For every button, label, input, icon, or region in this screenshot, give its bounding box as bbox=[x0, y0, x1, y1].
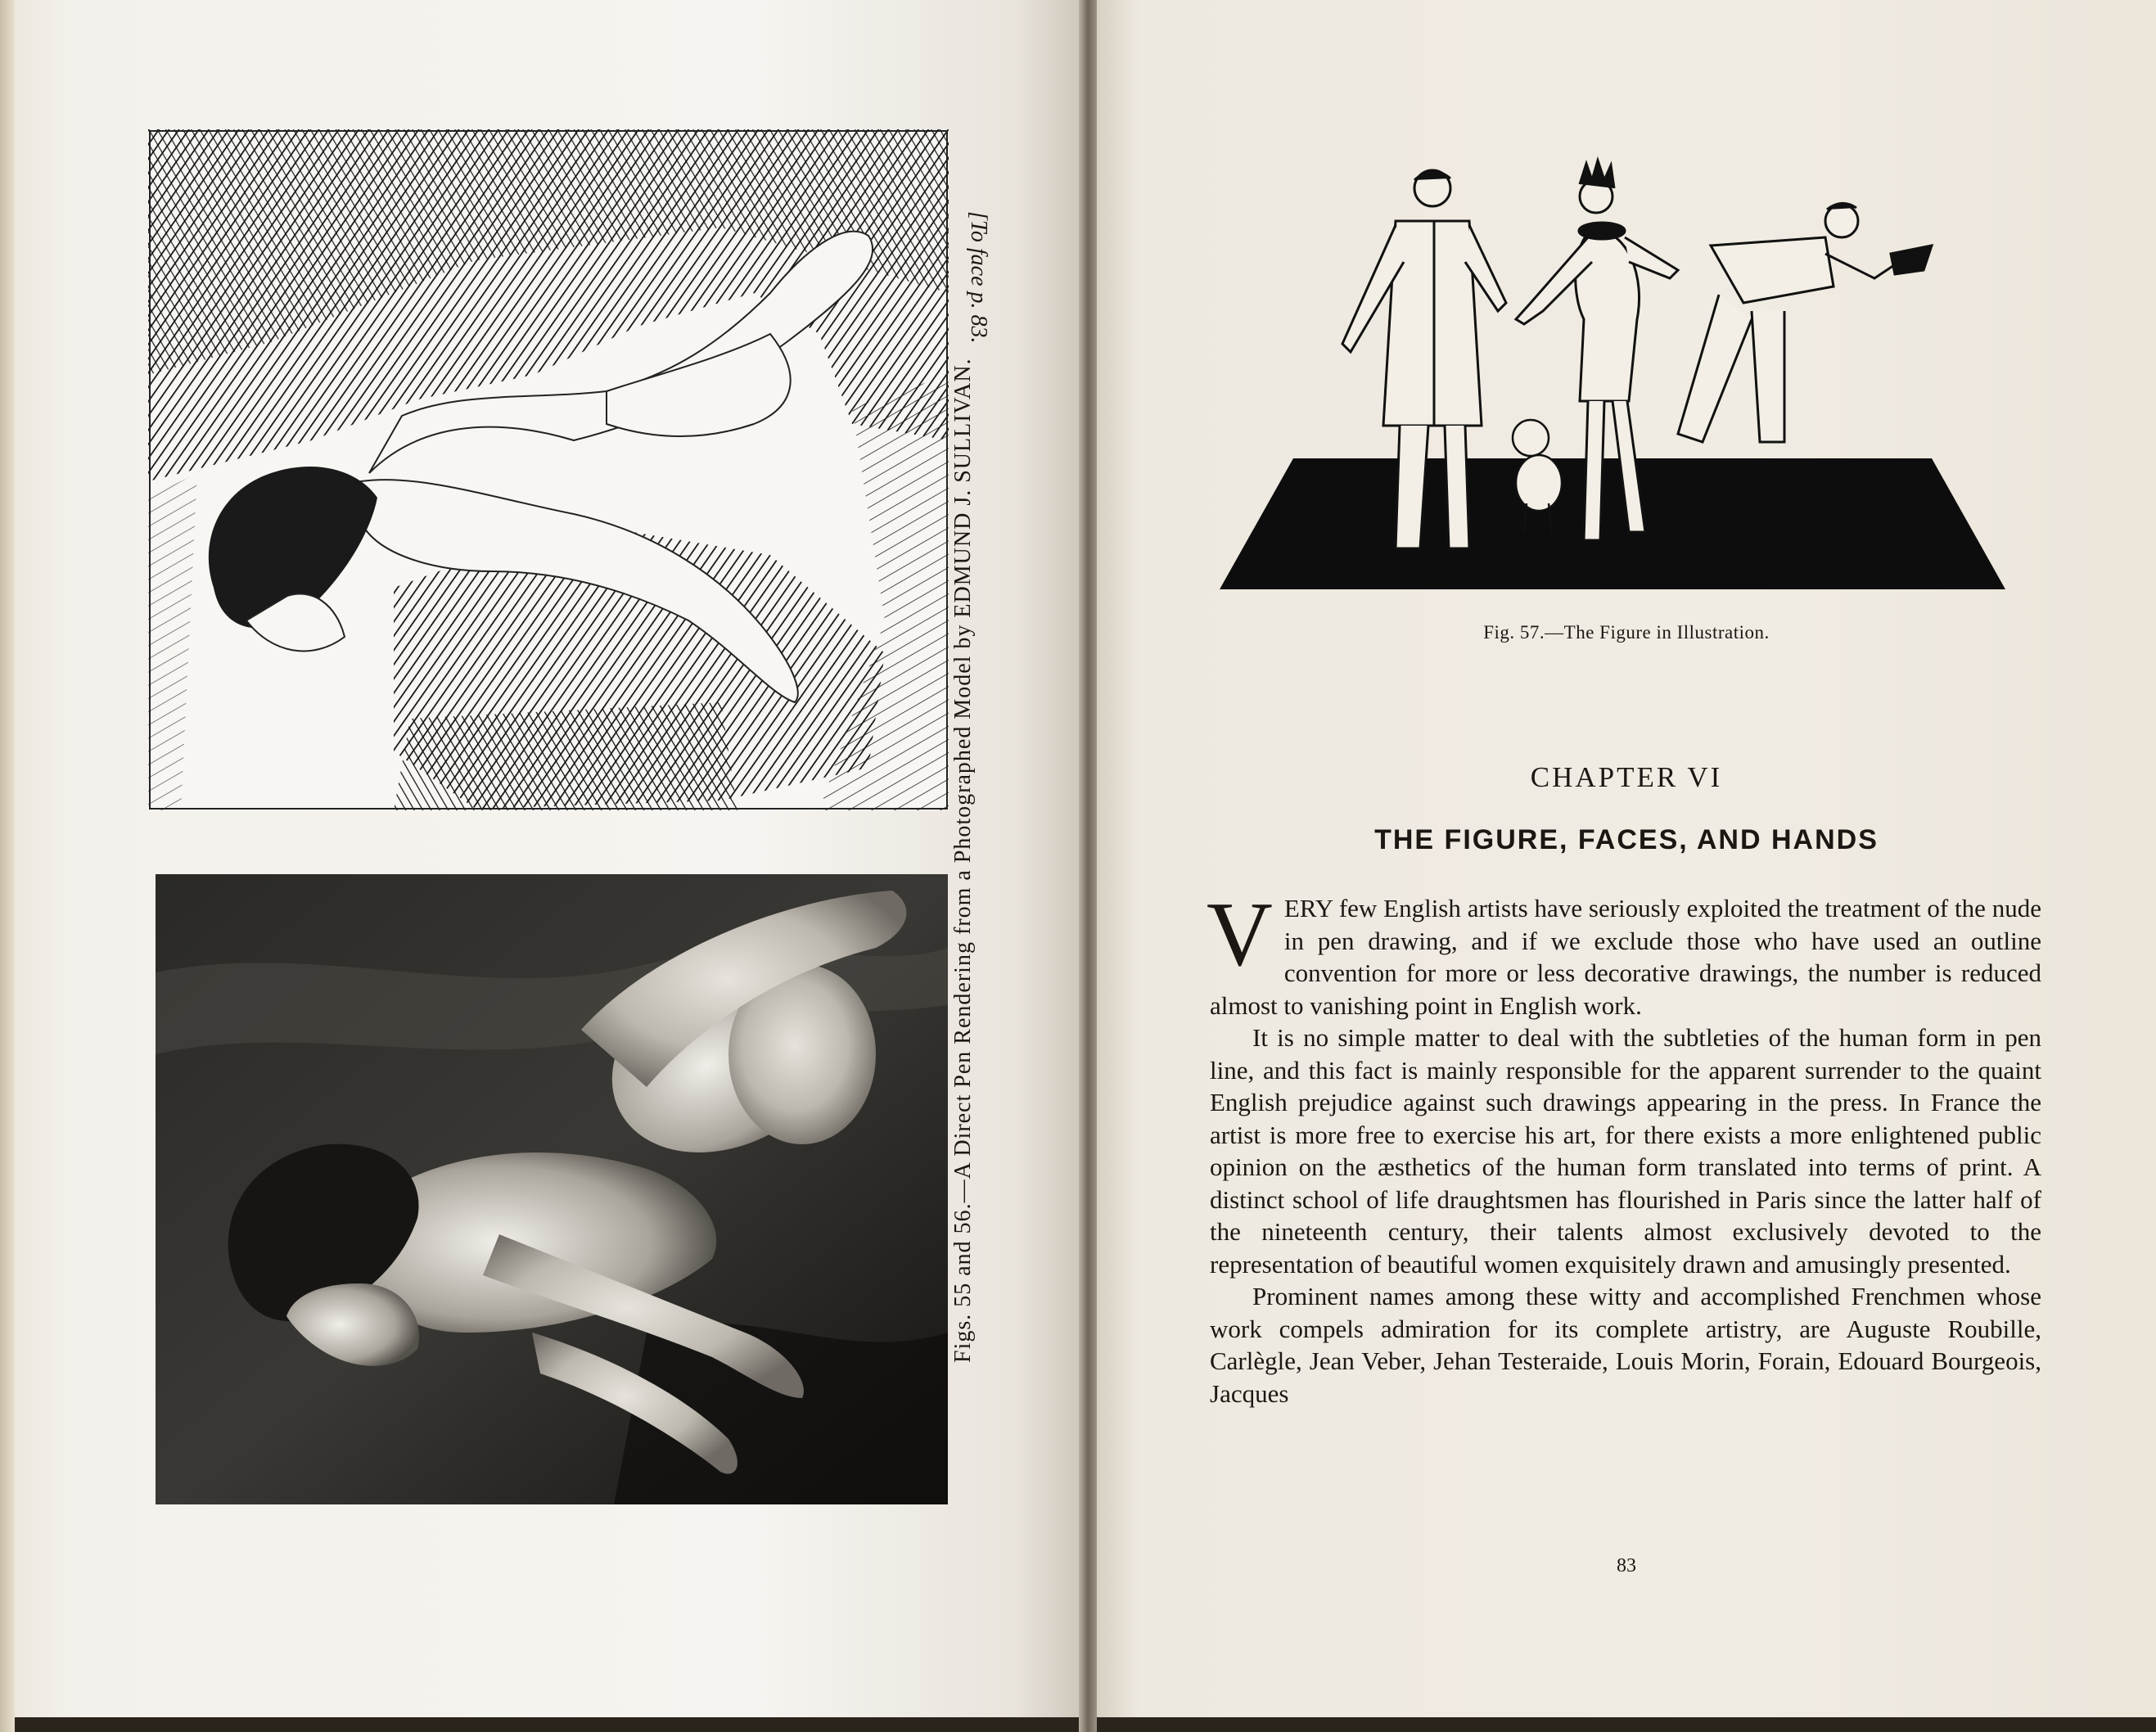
paragraph-1: VERY few English artists have seriously exploited the treatment of the nude in pen drawing, and if we exclude those who have used an outline convention for more or less decorative drawings, the number is reduced almost to vanishing point in English work. bbox=[1207, 884, 2041, 1020]
chapter-title: THE FIGURE, FACES, AND HANDS bbox=[1374, 824, 1879, 855]
photographed-model-plate bbox=[156, 874, 948, 1504]
figure-caption: Fig. 57.—The Figure in Illustration. bbox=[1483, 622, 1770, 643]
chapter-body bbox=[1207, 884, 2041, 1410]
book-gutter bbox=[1079, 0, 1097, 1732]
pen-rendering-plate bbox=[148, 129, 949, 810]
facing-page-note: [To face p. 83. bbox=[966, 211, 991, 344]
drop-cap: V bbox=[1207, 884, 1273, 986]
paragraph-2: It is no simple matter to deal with the subtleties of the human form in pen line, and this fact is mainly responsible for the apparent surrender to the quaint English prejudice against such drawings appearing in the press. In France the artist is more free to exercise his art, for there exists a more enlightened public opinion on the æsthetics of the human form translated into terms of print. A distinct school of life draughtsmen has flourished in Paris since the latter half of the nineteenth century, their talents almost exclusively devoted to the representation of beautiful women exquisitely drawn and amusingly presented. bbox=[1210, 1023, 2041, 1279]
figure-in-illustration-drawing bbox=[1220, 156, 2005, 602]
photograph-illustration bbox=[156, 874, 948, 1504]
page-number: 83 bbox=[1617, 1555, 1636, 1576]
paragraph-3: Prominent names among these witty and accomplished Frenchmen whose work compels admiration for its complete artistry, are Auguste Roubille, Carlègle, Jean Veber, Jehan Testeraide, Louis Morin, Forain, Edouard Bourgeois, Jacques bbox=[1210, 1282, 2041, 1408]
plate-caption: Figs. 55 and 56.—A Direct Pen Rendering from a Photographed Model by EDMUND J. SULLIVAN. bbox=[950, 358, 976, 1363]
pen-drawing-illustration bbox=[148, 129, 949, 810]
right-page bbox=[1097, 0, 2156, 1717]
left-page bbox=[15, 0, 1079, 1717]
chapter-number: CHAPTER VI bbox=[1530, 761, 1723, 793]
page-edge bbox=[0, 0, 15, 1732]
